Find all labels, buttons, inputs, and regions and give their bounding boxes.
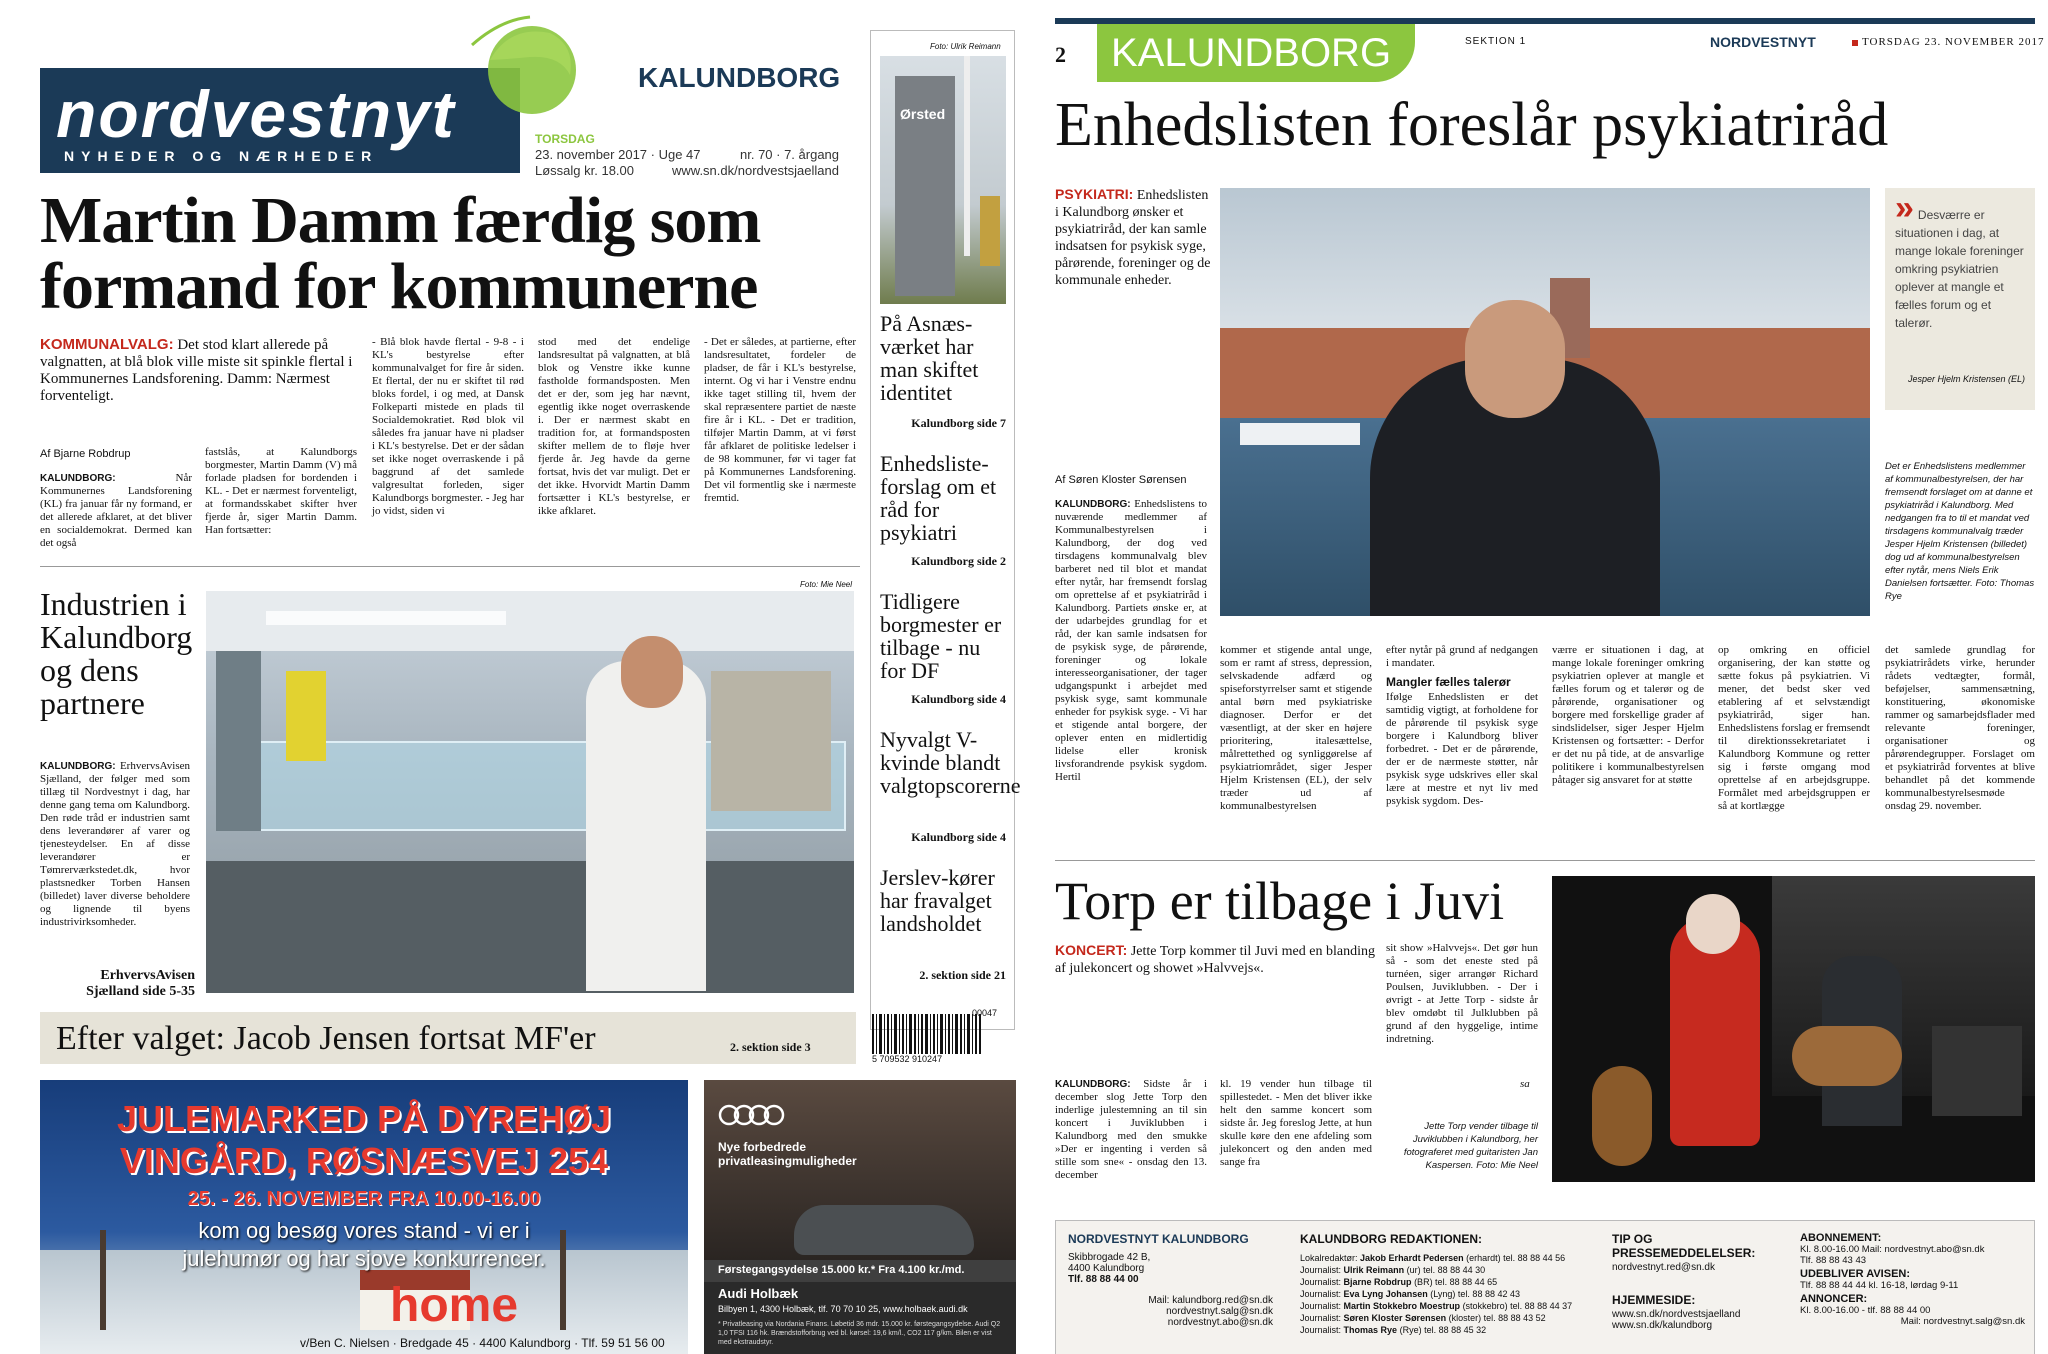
article-caption: Det er Enhedslistens medlemmer af kommunalbestyrelsen, der har fremsendt forslaget om at danne et psykiatriråd i Kalundborg. Med nedgangen fra to til et mandat ved tirsdagens kommunalvalg træder Jesper Hjelm Kristensen (billedet) dog ud af kommunalbestyrelsen efter nytår, mens Niels Erik Danielsen fortsætter. Foto: Thomas Rye [1885, 461, 2035, 602]
ad1-line5: julehumør og har sjove konkurrencer. [182, 1246, 546, 1271]
teaser-banner[interactable] [40, 1012, 856, 1064]
main-headline: Martin Damm færdig som formand for kommunerne [40, 184, 761, 323]
harbour-photo [1220, 188, 1870, 616]
sidebar-item-1-ref: Kalundborg side 7 [911, 416, 1006, 430]
industri-ref: ErhvervsAvisen Sjælland side 5-35 [86, 968, 195, 999]
staff-role: Journalist: [1300, 1325, 1342, 1335]
workshop-photo [206, 591, 854, 993]
barcode-digits: 5 709532 910247 [872, 1054, 943, 1064]
main-body-col2: fastslås, at Kalundborgs borgmester, Martin Damm (V) må forlade pladsen for bordenden i KL. - Det er nærmest forventeligt, at formandsskabet skifter hver fjerde år, siger Martin Damm. Han fortsætter: [205, 446, 357, 536]
ad2-line1: Nye forbedrede [718, 1140, 807, 1154]
staff-role: Journalist: [1300, 1265, 1342, 1275]
staff-row [1300, 1276, 1600, 1288]
staff-contact: (Rye) tel. 88 88 45 32 [1397, 1325, 1487, 1335]
annoncer-title: ANNONCER: [1800, 1293, 1868, 1305]
abo-line2: Tlf. 88 88 43 43 [1800, 1255, 1867, 1266]
issue-price: Løssalg kr. 18.00 [535, 163, 634, 178]
footer-box4 [1800, 1232, 2025, 1327]
barcode [872, 1008, 1012, 1064]
staff-role: Lokalredaktør: [1300, 1253, 1358, 1263]
main-body-col5: - Det er således, at partierne, efter landsresultatet, fordeler de pladser, de får i KL's bestyrelse, internt. Og vi har i Venstre endnu ikke taget stilling til, hvem der skal repræsentere partiet de næste fire år i KL. - Det er tradition, tilføjer Martin Damm, at vi først får afklaret de politiske ledelser i de 98 kommuner, før vi tager fat på Kommunernes Landsforening. Det vil formentlig ske i nærmeste fremtid. [704, 336, 856, 504]
main-byline: Af Bjarne Robdrup [40, 448, 131, 460]
staff-row [1300, 1264, 1600, 1276]
staff-row [1300, 1312, 1600, 1324]
staff-role: Journalist: [1300, 1289, 1342, 1299]
article-col6: det samlede grundlag for psykiatrirådets virke, herunder rådets vedtægter, formål, beføjelser, sammensætning, konstituering, økonomiske rammer og samarbejdsflader med relevante foreninger, organisationer og pårørendegrupper. Forslaget om et psykiatriråd forventes at blive behandlet på det kommende kommunalbestyrelsesmøde onsdag 29. november. [1885, 644, 2035, 812]
ad1-line1: JULEMARKED PÅ DYREHØJ [116, 1098, 612, 1139]
sidebar-item-5-ref: 2. sektion side 21 [919, 968, 1006, 982]
footer-box3-title2: HJEMMESIDE: [1612, 1293, 1696, 1307]
staff-name: Søren Kloster Sørensen [1343, 1313, 1447, 1323]
staff-row [1300, 1252, 1600, 1264]
torp-caption: Jette Torp vender tilbage til Juviklubben i Kalundborg, her fotograferet med guitaristen Jan Kaspersen. Foto: Mie Neel [1403, 1121, 1538, 1171]
torp-col1 [1055, 1078, 1207, 1182]
julemarked-ad[interactable] [40, 1080, 688, 1354]
quote-box [1885, 188, 2035, 410]
footer-box1-phone: Tlf. 88 88 44 00 [1068, 1274, 1139, 1285]
staff-name: Ulrik Reimann [1343, 1265, 1405, 1275]
car-shape [794, 1205, 974, 1255]
torp-lead-text: Jette Torp kommer til Juvi med en blanding af julekoncert og showet »Halvvejs«. [1055, 944, 1375, 976]
main-body-col4: stod med det endelige landsresultat på valgnatten, at blå blok og Venstre ikke kunne fastholde formandsposten. Men det er der, som jeg har nævnt, egentlig ikke noget overraskende i. Der er nærmest skabt en tradition for, at formandsposten skifter mellem de to fløje hver fjerde år. Jeg havde da gerne fortsat, hvis det var muligt. Det er det ikke. Hvorvidt Martin Damm fortsætter i KL's bestyrelse, er ikke afklaret. [538, 336, 690, 517]
article-subhead: Mangler fælles talerør [1386, 675, 1511, 689]
ad1-line4: kom og besøg vores stand - vi er i [198, 1218, 530, 1243]
ad2-fine: * Privatleasing via Nordania Finans. Løbetid 36 mdr. 15.000 kr. førstegangsydelse. Audi Q2 1,0 TFSI 116 hk. Brændstofforbrug ved bl. kørsel: 19,6 km/l., CO2 117 g/km. Bilen er vist med ekstraudstyr. [718, 1321, 1001, 1346]
industri-text: ErhvervsAvisen Sjælland, der følger med som tillæg til Nordvestnyt i dag, har denne gang tema om Kalundborg. Den røde tråd er industrien samt dens leverandører af varer og tjenesteydelser. En af disse leverandører er Tømrerværkstedet.dk, hvor plastsnedker Torben Hansen (billedet) laver diverse beholdere og lignende til byens industrivirksomheder. [40, 760, 190, 928]
ad1-line3: 25. - 26. NOVEMBER FRA 10.00-16.00 [187, 1188, 541, 1210]
footer-box3-title: TIP OG PRESSEMEDDELELSER: [1612, 1232, 1756, 1260]
ad2-dealer: Audi Holbæk [718, 1286, 799, 1301]
article-col2: kommer et stigende antal unge, som er ramt af stress, depression, selvskadende adfærd og spiseforstyrrelser samt et stigende antal børn med psykiatriske diagnoser. Derfor er det væsentligt, at der sker en højere prioritering, italesættelse, målrettethed og synliggørelse af psykiatriområdet, siger Jesper Hjelm Kristensen (EL), der selv træder ud af kommunalbestyrelsen [1220, 644, 1372, 812]
header-date: TORSDAG 23. NOVEMBER 2017 [1862, 36, 2045, 48]
staff-role: Journalist: [1300, 1277, 1342, 1287]
article-body-kicker: KALUNDBORG: [1055, 499, 1131, 510]
article-col1 [1055, 498, 1207, 784]
industri-kicker: KALUNDBORG: [40, 761, 116, 772]
industri-headline: Industrien i Kalundborg og dens partnere [40, 586, 193, 721]
staff-contact: (erhardt) tel. 88 88 44 56 [1463, 1253, 1566, 1263]
sidebar-item-5-title[interactable]: Jerslev-kører har fravalget landsholdet [880, 865, 995, 936]
sidebar-item-2-title[interactable]: Enhedsliste-forslag om et råd for psykiatri [880, 451, 997, 545]
concert-photo [1552, 876, 2035, 1182]
sidebar-photo-credit: Foto: Ulrik Reimann [930, 42, 1001, 51]
torp-lead [1055, 942, 1385, 977]
article-col3-b: Ifølge Enhedslisten er det samtidig vigtigt, at forholdene for de pårørende til psykisk syge borgere i Kalundborg bliver forbedret. - Det er de pårørende, der er de nærmeste støtter, når psykisk syge udskrives eller skal lære at mestre et nyt liv med psykisk sygdom. Des- [1386, 691, 1538, 807]
sidebar-item-4-title[interactable]: Nyvalgt V-kvinde blandt valgtopscorerne [880, 727, 1021, 798]
staff-row [1300, 1288, 1600, 1300]
article-col1-text: Enhedslistens to nuværende medlemmer af Kommunalbestyrelsen i Kalundborg, der dog ved tirsdagens kommunalvalg blev barberet ned til blot et mandat efter nytår, har fremsendt forslag om oprettelse af et psykiatriråd i Kalundborg. Partiets ønske er, at der udarbejdes grundlag for et råd, der kan samle indsatsen for de psykisk syge, de pårørende, foreninger og lokale interesseorganisationer, der tager udgangspunkt i arbejdet med psykisk syge, samt kommunale enheder for psykisk syge. - Vi har et stigende antal borgere, der oplever enten en midlertidig lidelse eller kronisk livsforandrende psykisk sygdom. Hertil [1055, 498, 1207, 783]
footer-box1-address1: Skibbrogade 42 B, [1068, 1252, 1151, 1263]
torp-body-kicker: KALUNDBORG: [1055, 1079, 1131, 1090]
masthead-logo [40, 68, 520, 173]
abo-title: ABONNEMENT: [1800, 1232, 1882, 1244]
article-col3-a: efter nytår på grund af nedgangen i mandater. [1386, 644, 1538, 669]
staff-name: Bjarne Robdrup [1343, 1277, 1412, 1287]
sidebar-item-2-ref: Kalundborg side 2 [911, 554, 1006, 568]
staff-role: Journalist: [1300, 1313, 1342, 1323]
footer-box1-mail3[interactable]: nordvestnyt.abo@sn.dk [1167, 1317, 1273, 1328]
article-lead-text: Enhedslisten i Kalundborg ønsker et psykiatriråd, der kan samle indsatsen for psykisk syge, pårørende, foreninger og de kommunale enheder. [1055, 188, 1211, 288]
main-kicker: KOMMUNALVALG: [40, 336, 174, 353]
section-name: KALUNDBORG [638, 62, 841, 93]
issue-day: TORSDAG [535, 132, 595, 146]
ad2-price: Førstegangsydelse 15.000 kr.* Fra 4.100 kr./md. [718, 1264, 965, 1276]
abo-line1: Kl. 8.00-16.00 Mail: nordvestnyt.abo@sn.dk [1800, 1244, 1985, 1255]
brand-label: NORDVESTNYT [1710, 34, 1816, 50]
torp-sign: sa [1520, 1078, 1530, 1090]
quote-attribution: Jesper Hjelm Kristensen (EL) [1907, 374, 2025, 384]
section-tab: KALUNDBORG [1097, 24, 1415, 82]
main-lead-text: Det stod klart allerede på valgnatten, at blå blok ville miste sit spinkle flertal i Kommunernes Landsforening. Damm: Nærmest forventeligt. [40, 337, 353, 404]
banner-ref: 2. sektion side 3 [730, 1040, 811, 1054]
footer-box3-url1[interactable]: www.sn.dk/nordvestsjaelland [1612, 1309, 1741, 1320]
audi-ad[interactable] [704, 1080, 1016, 1354]
ad1-line2: VINGÅRD, RØSNÆSVEJ 254 [119, 1140, 609, 1181]
ad1-footer: v/Ben C. Nielsen · Bredgade 45 · 4400 Kalundborg · Tlf. 59 51 56 00 [300, 1336, 665, 1350]
staff-role: Journalist: [1300, 1301, 1342, 1311]
staff-name: Jakob Erhardt Pedersen [1360, 1253, 1464, 1263]
brand-dot [1852, 40, 1858, 46]
staff-contact: (Lyng) tel. 88 88 42 43 [1427, 1289, 1520, 1299]
main-lead [40, 336, 360, 405]
torp-col2: kl. 19 vender hun tilbage til spillestedet. - Men det bliver ikke helt den samme koncert som sidste år. Jeg foreslog Jette, at hun skulle køre den ene afdeling som julekoncert og den anden med sange fra [1220, 1078, 1372, 1168]
udebliver-title: UDEBLIVER AVISEN: [1800, 1268, 1911, 1280]
staff-contact: (kloster) tel. 88 88 43 52 [1446, 1313, 1546, 1323]
barcode-top: 00047 [972, 1008, 998, 1018]
main-body-col1 [40, 472, 192, 550]
staff-row [1300, 1324, 1600, 1336]
page-number: 2 [1055, 42, 1066, 67]
torp-headline: Torp er tilbage i Juvi [1055, 871, 1505, 931]
torp-col3: sit show »Halvvejs«. Det gør hun så - som det eneste sted på turnéen, siger arrangør Richard Poulsen, Juviklubben. - Der i øvrigt - at Jette Torp - sidste år blev omdøbt til Julklubben på grund af den hyggelige, intime indretning. [1386, 942, 1538, 1045]
article-col5: op omkring en officiel organisering, der kan støtte og sætte fokus på psykiatrien. Vi mener, det bedst sker ved etablering af et selvstændigt psykiatriråd, siger han. Enhedslistens forslag er fremsendt til direktionssekretariatet i Kalundborg Kommune og retter sig i første omgang mod oprettelse af en arbejdsgruppe. Formålet med arbejdsgruppen er så at kortlægge [1718, 644, 1870, 812]
sektion-label: SEKTION 1 [1465, 36, 1527, 47]
article-lead [1055, 186, 1215, 289]
footer-box1-mail1[interactable]: Mail: kalundborg.red@sn.dk [1148, 1295, 1273, 1306]
udebliver-line: Tlf. 88 88 44 44 kl. 16-18, lørdag 9-11 [1800, 1280, 1959, 1291]
staff-contact: (stokkebro) tel. 88 88 44 37 [1460, 1301, 1573, 1311]
footer-box1 [1068, 1232, 1273, 1328]
sidebar-item-3-ref: Kalundborg side 4 [911, 692, 1006, 706]
footer-box3 [1612, 1232, 1772, 1331]
main-body-col3: - Blå blok havde flertal - 9-8 - i KL's bestyrelse efter kommunalvalget for fire år siden. Et flertal, der nu er skiftet til rød bloks fordel, i og med, at Dansk Folkeparti mistede en plads til Socialdemokratiet. Rød blok vil således fra januar have ni pladser i KL's bestyrelse. Det er der sådan set ikke noget overraskende i på baggrund af det samlede valgresultat forleden, siger Kalundborgs borgmester. - Jeg har jo vidst, siden vi [372, 336, 524, 517]
footer-box1-address2: 4400 Kalundborg [1068, 1263, 1145, 1274]
sidebar-item-3-title[interactable]: Tidligere borgmester er tilbage - nu for DF [880, 589, 1002, 683]
logo-text: nordvestnyt [56, 77, 456, 151]
industri-body [40, 760, 190, 929]
body-text-1: Når Kommunernes Landsforening (KL) fra januar får ny formand, er det allerede afklaret, at det bliver en socialdemokrat. Dermed kan det også [40, 472, 192, 549]
sidebar-item-4-ref: Kalundborg side 4 [911, 830, 1006, 844]
globe-logo-icon [470, 15, 585, 120]
issue-number: nr. 70 · 7. årgang [740, 147, 840, 162]
article-byline: Af Søren Kloster Sørensen [1055, 474, 1187, 486]
footer-box3-url2[interactable]: www.sn.dk/kalundborg [1612, 1320, 1713, 1331]
industri-photo-credit: Foto: Mie Neel [800, 580, 853, 589]
footer-box1-mail2[interactable]: nordvestnyt.salg@sn.dk [1166, 1306, 1273, 1317]
footer-box2 [1300, 1232, 1600, 1336]
staff-contact: (BR) tel. 88 88 44 65 [1411, 1277, 1498, 1287]
divider-right [1055, 860, 2035, 861]
footer-box3-mail[interactable]: nordvestnyt.red@sn.dk [1612, 1262, 1715, 1273]
orsted-sign: Ørsted [900, 106, 946, 122]
staff-row [1300, 1300, 1600, 1312]
article-headline: Enhedslisten foreslår psykiatriråd [1055, 91, 1889, 159]
footer-box1-title: NORDVESTNYT KALUNDBORG [1068, 1232, 1249, 1246]
audi-rings-icon [718, 1104, 788, 1126]
article-col3 [1386, 644, 1538, 808]
article-col4: værre er situationen i dag, at mange lokale foreninger omkring psykiatrien oplever at mangle et fælles forum og et talerør og de pårørende, organisationer og borgere med forskellige grader af sindslidelser, siger Jesper Hjelm Kristensen og fortsætter: - Derfor er det nu på tide, at de ansvarlige politikere i kommunalbestyrelsen påtager sig ansvaret for at støtte [1552, 644, 1704, 786]
issue-date: 23. november 2017 · Uge 47 [535, 147, 701, 162]
ad2-address: Bilbyen 1, 4300 Holbæk, tlf. 70 70 10 25, www.holbaek.audi.dk [718, 1304, 968, 1314]
annoncer-line2: Mail: nordvestnyt.salg@sn.dk [1900, 1316, 2025, 1327]
orsted-photo [880, 56, 1006, 304]
logo-tagline: NYHEDER OG NÆRHEDER [64, 148, 379, 164]
sidebar-item-1-title[interactable]: På Asnæs-værket har man skiftet identitet [880, 311, 979, 405]
staff-contact: (ur) tel. 88 88 44 30 [1404, 1265, 1486, 1275]
annoncer-line1: Kl. 8.00-16.00 - tlf. 88 88 44 00 [1800, 1305, 1931, 1316]
staff-name: Martin Stokkebro Moestrup [1343, 1301, 1461, 1311]
quote-text: Desværre er situationen i dag, at mange lokale foreninger omkring psykiatrien oplever at mangle et fælles forum og et talerør. [1895, 208, 2024, 330]
ad2-line2: privatleasingmuligheder [718, 1154, 857, 1168]
torp-col1-text: Sidste år i december slog Jette Torp den inderlige julestemning an til sin koncert i Juviklubben i Kalundborg med den smukke »Der er ingenting i verden så stille som sne« - onsdag den 13. december [1055, 1078, 1207, 1181]
staff-name: Eva Lyng Johansen [1343, 1289, 1428, 1299]
issue-url: www.sn.dk/nordvestsjaelland [672, 163, 839, 178]
footer-box2-title: KALUNDBORG REDAKTIONEN: [1300, 1232, 1482, 1246]
ad1-brand: home [390, 1279, 519, 1332]
article-kicker: PSYKIATRI: [1055, 186, 1134, 202]
torp-kicker: KONCERT: [1055, 942, 1128, 958]
banner-text: Efter valget: Jacob Jensen fortsat MF'er [56, 1020, 596, 1057]
divider [40, 566, 860, 567]
body-kicker: KALUNDBORG: [40, 473, 116, 484]
barcode-icon [872, 1014, 982, 1054]
quote-mark: » [1895, 189, 1914, 227]
staff-name: Thomas Rye [1343, 1325, 1398, 1335]
